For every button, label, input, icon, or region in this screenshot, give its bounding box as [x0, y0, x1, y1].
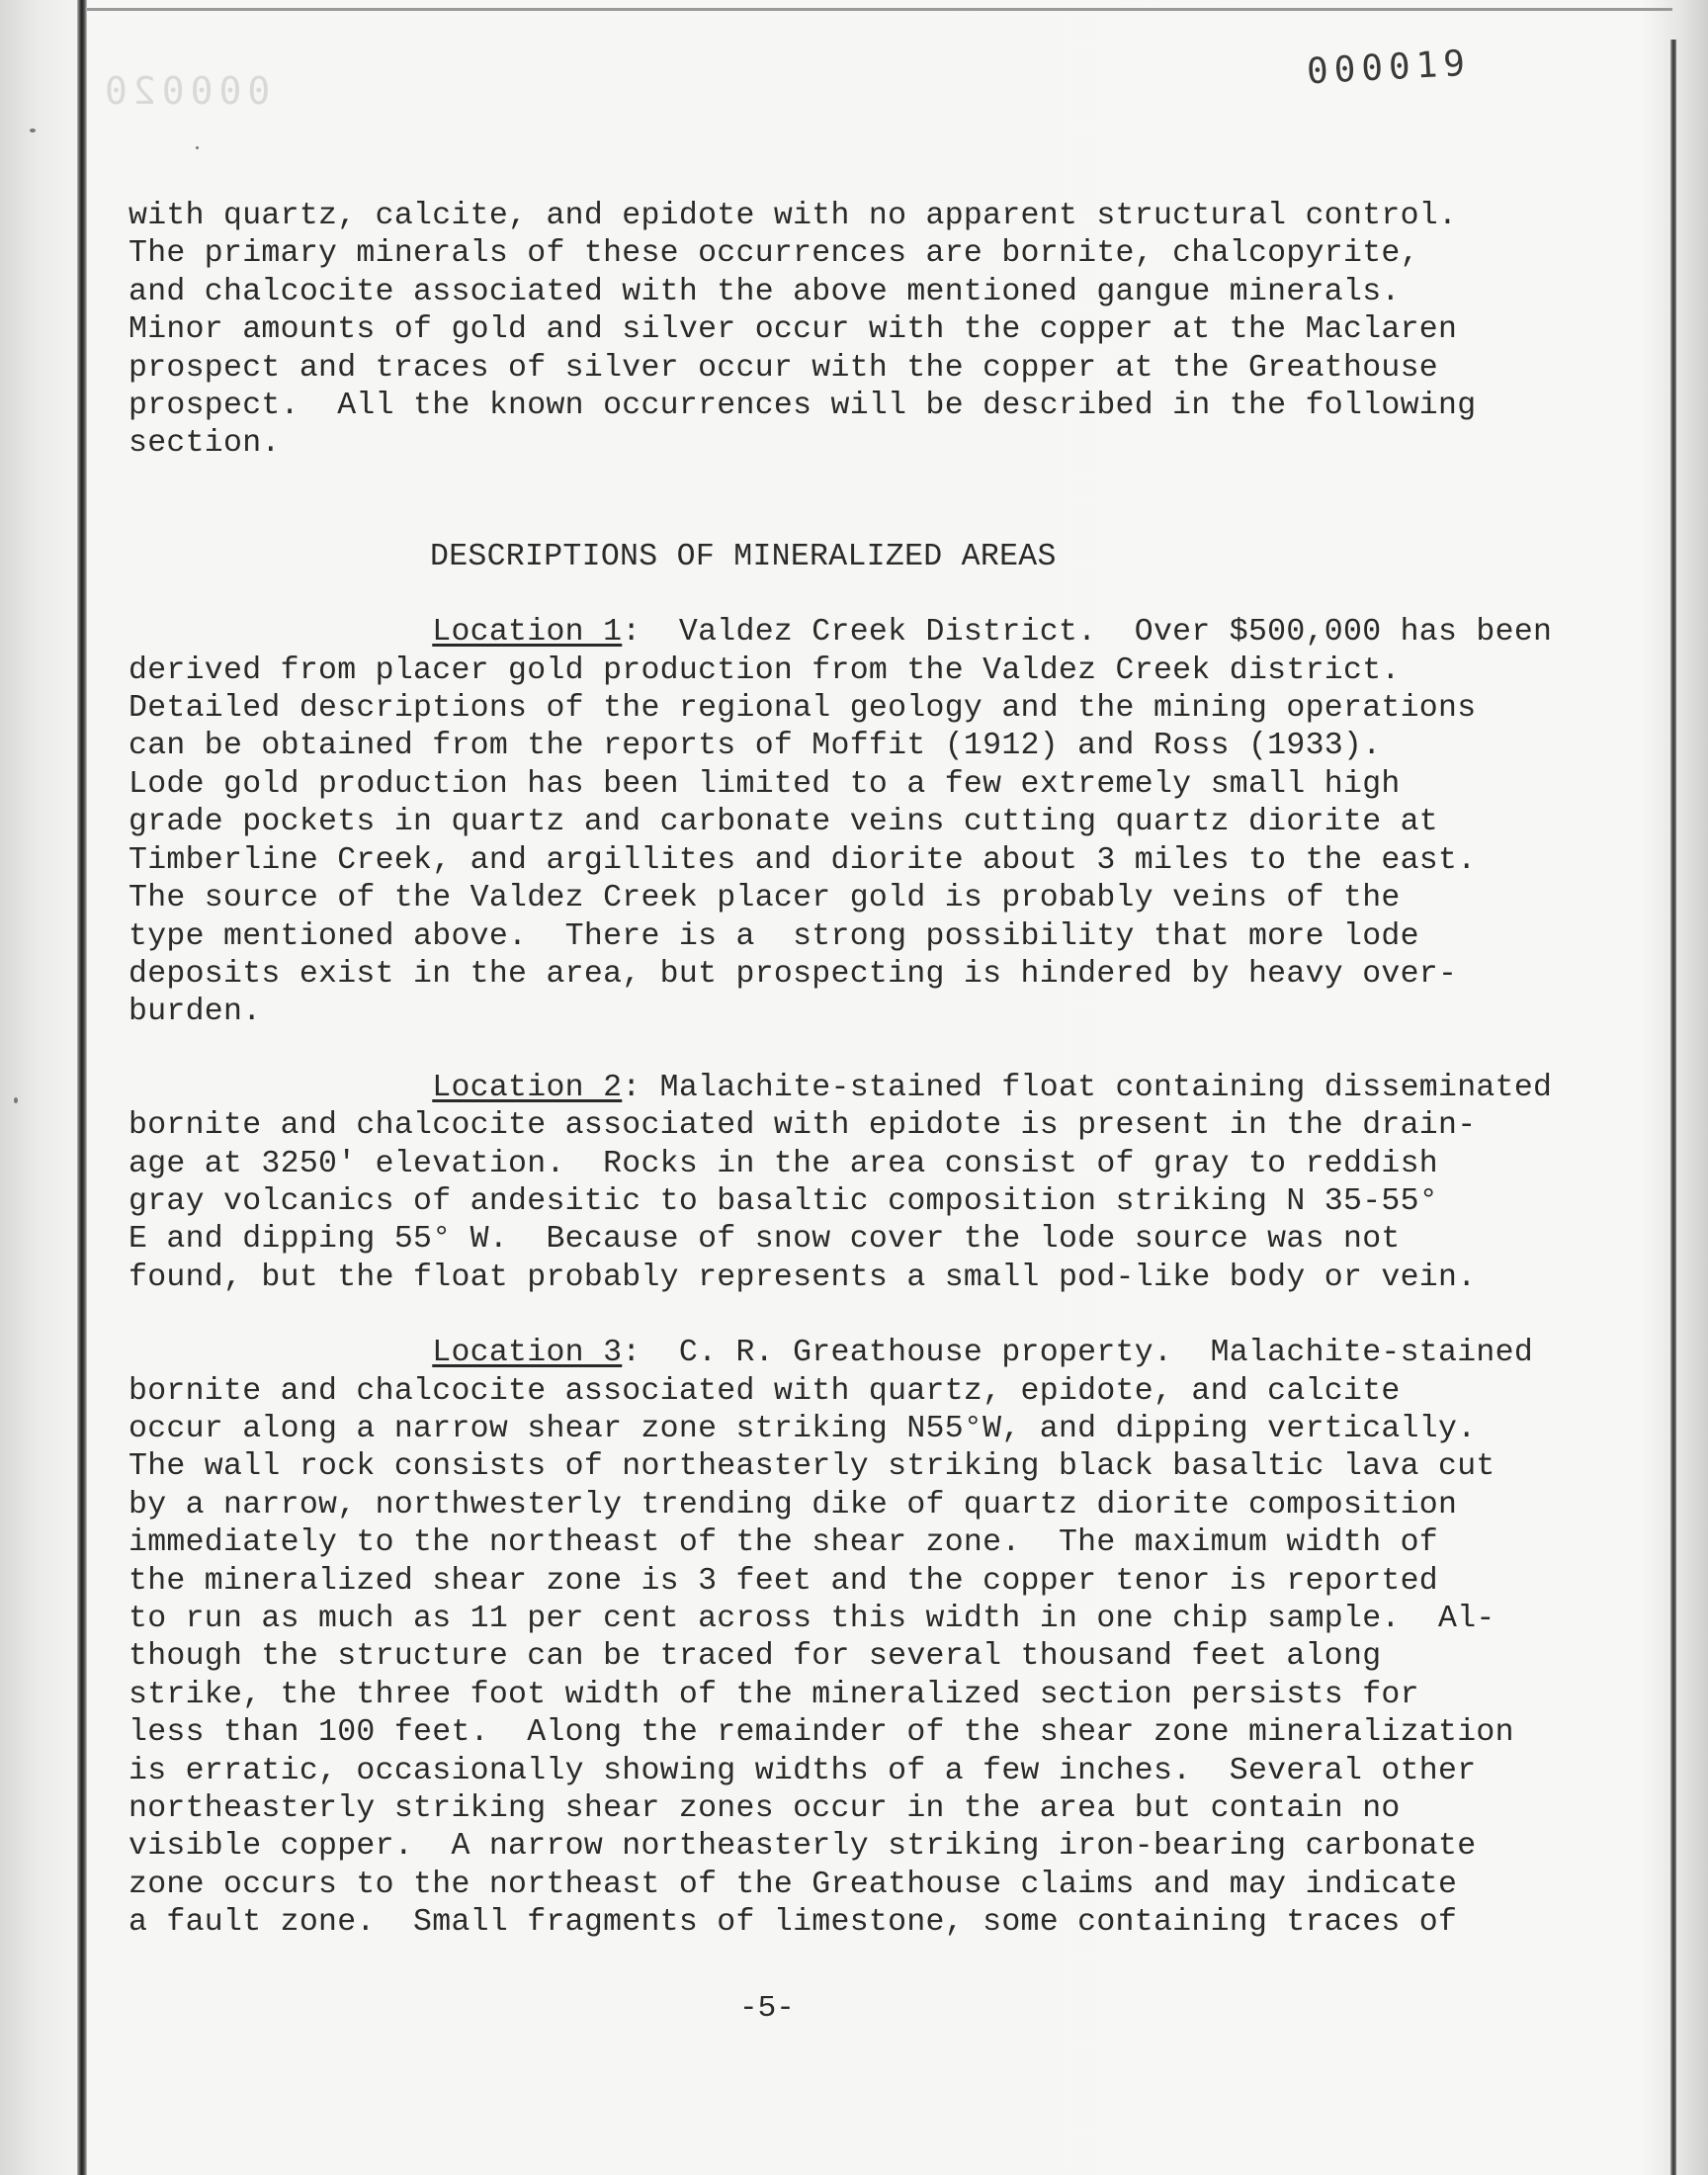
text-line: to run as much as 11 per cent across this width in one chip sample. Al- [128, 1602, 1495, 1636]
text-line: immediately to the northeast of the shear zone. The maximum width of [128, 1525, 1439, 1561]
text-line: a fault zone. Small fragments of limestone, some containing traces of [128, 1905, 1458, 1941]
text-line: The wall rock consists of northeasterly striking black basaltic lava cut [128, 1449, 1495, 1485]
text-line: bornite and chalcocite associated with epidote is present in the drain- [128, 1108, 1477, 1144]
location-2-paragraph [128, 1070, 1631, 1297]
text-line [128, 1070, 1631, 1107]
text-line: derived from placer gold production from the Valdez Creek district. [128, 652, 1401, 688]
text-line: gray volcanics of andesitic to basaltic composition striking N 35-55° [128, 1183, 1439, 1219]
text-line: by a narrow, northwesterly trending dike of quartz diorite composition [128, 1487, 1458, 1522]
intro-paragraph [128, 198, 1631, 464]
location-2-title: : Malachite-stained float containing disseminated [622, 1070, 1553, 1105]
location-1-paragraph [128, 614, 1631, 1031]
text-line: the mineralized shear zone is 3 feet and the copper tenor is reported [128, 1563, 1439, 1599]
text-line: northeasterly striking shear zones occur in the area but contain no [128, 1791, 1401, 1827]
page-number: -5- [739, 1991, 795, 2026]
text-line: Minor amounts of gold and silver occur with the copper at the Maclaren [128, 312, 1458, 348]
text-line: found, but the float probably represents a small pod-like body or vein. [128, 1260, 1477, 1295]
text-line: can be obtained from the reports of Moffit (1912) and Ross (1933). [128, 729, 1382, 764]
text-line: The source of the Valdez Creek placer gold is probably veins of the [128, 881, 1401, 916]
text-line: prospect and traces of silver occur with the copper at the Greathouse [128, 350, 1439, 386]
text-line: strike, the three foot width of the mineralized section persists for [128, 1677, 1419, 1712]
location-1-title: : Valdez Creek District. Over $500,000 has been [622, 615, 1553, 651]
text-line: is erratic, occasionally showing widths of a few inches. Several other [128, 1753, 1477, 1788]
bleed-through-number: 000020 [99, 69, 271, 113]
text-line [128, 1335, 1631, 1372]
text-line: burden. [128, 995, 262, 1030]
binding-edge [77, 0, 87, 2175]
location-2-label: Location 2 [432, 1070, 623, 1105]
location-3-paragraph [128, 1335, 1631, 1943]
text-line: occur along a narrow shear zone striking N55°W, and dipping vertically. [128, 1411, 1477, 1446]
text-line: The primary minerals of these occurrences are bornite, chalcopyrite, [128, 236, 1419, 272]
text-line: age at 3250' elevation. Rocks in the area consist of gray to reddish [128, 1146, 1439, 1181]
text-line: less than 100 feet. Along the remainder of the shear zone mineralization [128, 1715, 1514, 1751]
text-line: though the structure can be traced for several thousand feet along [128, 1639, 1382, 1675]
scan-speck [196, 146, 199, 149]
text-line: zone occurs to the northeast of the Greathouse claims and may indicate [128, 1867, 1458, 1902]
text-line: visible copper. A narrow northeasterly striking iron-bearing carbonate [128, 1829, 1477, 1865]
document-stamp-number: 000019 [1305, 43, 1472, 93]
location-3-title: : C. R. Greathouse property. Malachite-stained [622, 1336, 1534, 1371]
text-line: prospect. All the known occurrences will be described in the following [128, 389, 1477, 424]
text-line: Timberline Creek, and argillites and diorite about 3 miles to the east. [128, 842, 1477, 878]
text-line: type mentioned above. There is a strong possibility that more lode [128, 918, 1419, 954]
location-1-label: Location 1 [432, 615, 623, 651]
scan-speck [30, 129, 36, 132]
location-3-label: Location 3 [432, 1336, 623, 1371]
text-line: and chalcocite associated with the above mentioned gangue minerals. [128, 274, 1401, 309]
section-heading: DESCRIPTIONS OF MINERALIZED AREAS [430, 539, 1057, 574]
text-line: Lode gold production has been limited to a few extremely small high [128, 766, 1401, 802]
page-top-edge [79, 8, 1672, 11]
scan-speck [14, 1097, 18, 1103]
text-line: bornite and chalcocite associated with quartz, epidote, and calcite [128, 1373, 1401, 1409]
text-line: Detailed descriptions of the regional geology and the mining operations [128, 691, 1477, 727]
document-body [128, 198, 1631, 1980]
text-line: with quartz, calcite, and epidote with no apparent structural control. [128, 199, 1458, 233]
text-line [128, 614, 1631, 652]
page-right-edge [1670, 40, 1676, 2175]
text-line: deposits exist in the area, but prospecting is hindered by heavy over- [128, 956, 1458, 992]
text-line: grade pockets in quartz and carbonate veins cutting quartz diorite at [128, 805, 1439, 840]
text-line: E and dipping 55° W. Because of snow cover the lode source was not [128, 1222, 1401, 1258]
text-line: section. [128, 426, 281, 462]
